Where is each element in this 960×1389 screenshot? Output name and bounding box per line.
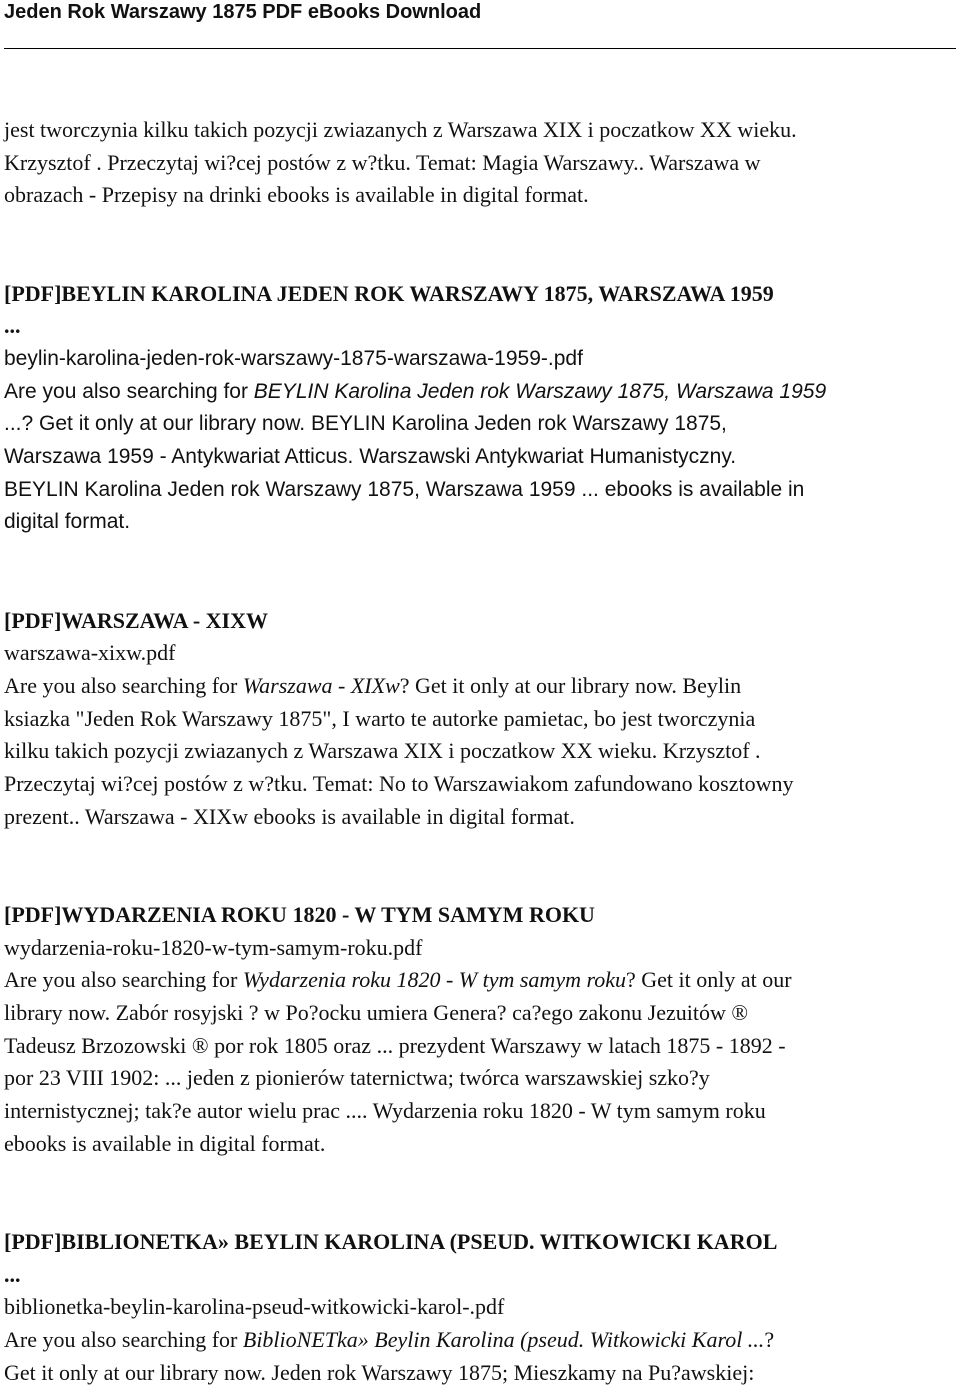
- search-suffix: ?: [764, 1326, 775, 1352]
- text-line: digital format.: [4, 510, 131, 534]
- text-line: ebooks is available in digital format.: [4, 1130, 326, 1156]
- entry-search-line: [4, 670, 956, 703]
- entry-search-line: [4, 964, 956, 997]
- header-divider: [4, 48, 956, 49]
- entry-filename: biblionetka-beylin-karolina-pseud-witkowicki-karol-.pdf: [4, 1294, 505, 1320]
- document-body: [4, 114, 956, 1389]
- text-line: library now. Zabór rosyjski ? w Po?ocku umiera Genera? ca?ego zakonu Jezuitów ®: [4, 999, 749, 1025]
- search-prefix: Are you also searching for: [4, 967, 243, 993]
- text-line: kilku takich pozycji zwiazanych z Warszawa XIX i poczatkow XX wieku. Krzysztof .: [4, 738, 761, 764]
- entry-heading-continuation: ...: [4, 1261, 21, 1287]
- text-line: Przeczytaj wi?cej postów z w?tku. Temat: No to Warszawiakom zafundowano kosztowny: [4, 771, 794, 797]
- entry-heading: [PDF]BIBLIONETKA» BEYLIN KAROLINA (PSEUD. WITKOWICKI KAROL: [4, 1228, 778, 1254]
- intro-paragraph: [4, 114, 956, 212]
- text-line: por 23 VIII 1902: ... jeden z pionierów taternictwa; twórca warszawskiej szko?y: [4, 1065, 710, 1091]
- entry-heading-continuation: ...: [4, 313, 21, 339]
- text-line: Get it only at our library now. Jeden rok Warszawy 1875; Mieszkamy na Pu?awskiej:: [4, 1359, 755, 1385]
- text-line: internistycznej; tak?e autor wielu prac .... Wydarzenia roku 1820 - W tym samym roku: [4, 1098, 766, 1124]
- entry-filename: beylin-karolina-jeden-rok-warszawy-1875-warszawa-1959-.pdf: [4, 346, 583, 370]
- text-line: obrazach - Przepisy na drinki ebooks is available in digital format.: [4, 182, 589, 208]
- search-title: BEYLIN Karolina Jeden rok Warszawy 1875, Warszawa 1959: [253, 379, 827, 403]
- text-line: jest tworczynia kilku takich pozycji zwiazanych z Warszawa XIX i poczatkow XX wieku.: [4, 117, 797, 142]
- search-prefix: Are you also searching for: [4, 379, 254, 403]
- text-line: ...? Get it only at our library now. BEYLIN Karolina Jeden rok Warszawy 1875,: [4, 412, 727, 436]
- text-line: prezent.. Warszawa - XIXw ebooks is available in digital format.: [4, 803, 575, 829]
- search-suffix: ? Get it only at our: [625, 967, 792, 993]
- search-title: BiblioNETka» Beylin Karolina (pseud. Witkowicki Karol ...: [242, 1326, 765, 1352]
- search-prefix: Are you also searching for: [4, 1326, 243, 1352]
- result-entry: [4, 1226, 956, 1389]
- page-header: [0, 0, 960, 52]
- search-prefix: Are you also searching for: [4, 672, 243, 698]
- entry-heading: [PDF]WYDARZENIA ROKU 1820 - W TYM SAMYM ROKU: [4, 901, 595, 927]
- search-suffix: ? Get it only at our library now. Beylin: [399, 672, 742, 698]
- text-line: BEYLIN Karolina Jeden rok Warszawy 1875, Warszawa 1959 ... ebooks is available in: [4, 477, 805, 501]
- entry-search-line: [4, 1324, 956, 1357]
- search-title: Warszawa - XIXw: [242, 672, 400, 698]
- text-line: Tadeusz Brzozowski ® por rok 1805 oraz ... prezydent Warszawy w latach 1875 - 1892 -: [4, 1032, 786, 1058]
- page-title: Jeden Rok Warszawy 1875 PDF eBooks Download: [4, 1, 482, 23]
- result-entry: [4, 605, 956, 834]
- entry-search-line: [4, 376, 956, 409]
- text-line: Krzysztof . Przeczytaj wi?cej postów z w?tku. Temat: Magia Warszawy.. Warszawa w: [4, 149, 761, 175]
- entry-heading: [PDF]WARSZAWA - XIXW: [4, 607, 269, 633]
- search-title: Wydarzenia roku 1820 - W tym samym roku: [242, 967, 626, 993]
- text-line: Warszawa 1959 - Antykwariat Atticus. Warszawski Antykwariat Humanistyczny.: [4, 445, 737, 469]
- entry-filename: wydarzenia-roku-1820-w-tym-samym-roku.pdf: [4, 934, 423, 960]
- result-entry: [4, 278, 956, 540]
- text-line: ksiazka "Jeden Rok Warszawy 1875", I warto te autorke pamietac, bo jest tworczynia: [4, 705, 756, 731]
- entry-filename: warszawa-xixw.pdf: [4, 640, 176, 666]
- entry-heading: [PDF]BEYLIN KAROLINA JEDEN ROK WARSZAWY 1875, WARSZAWA 1959: [4, 280, 774, 306]
- result-entry: [4, 899, 956, 1161]
